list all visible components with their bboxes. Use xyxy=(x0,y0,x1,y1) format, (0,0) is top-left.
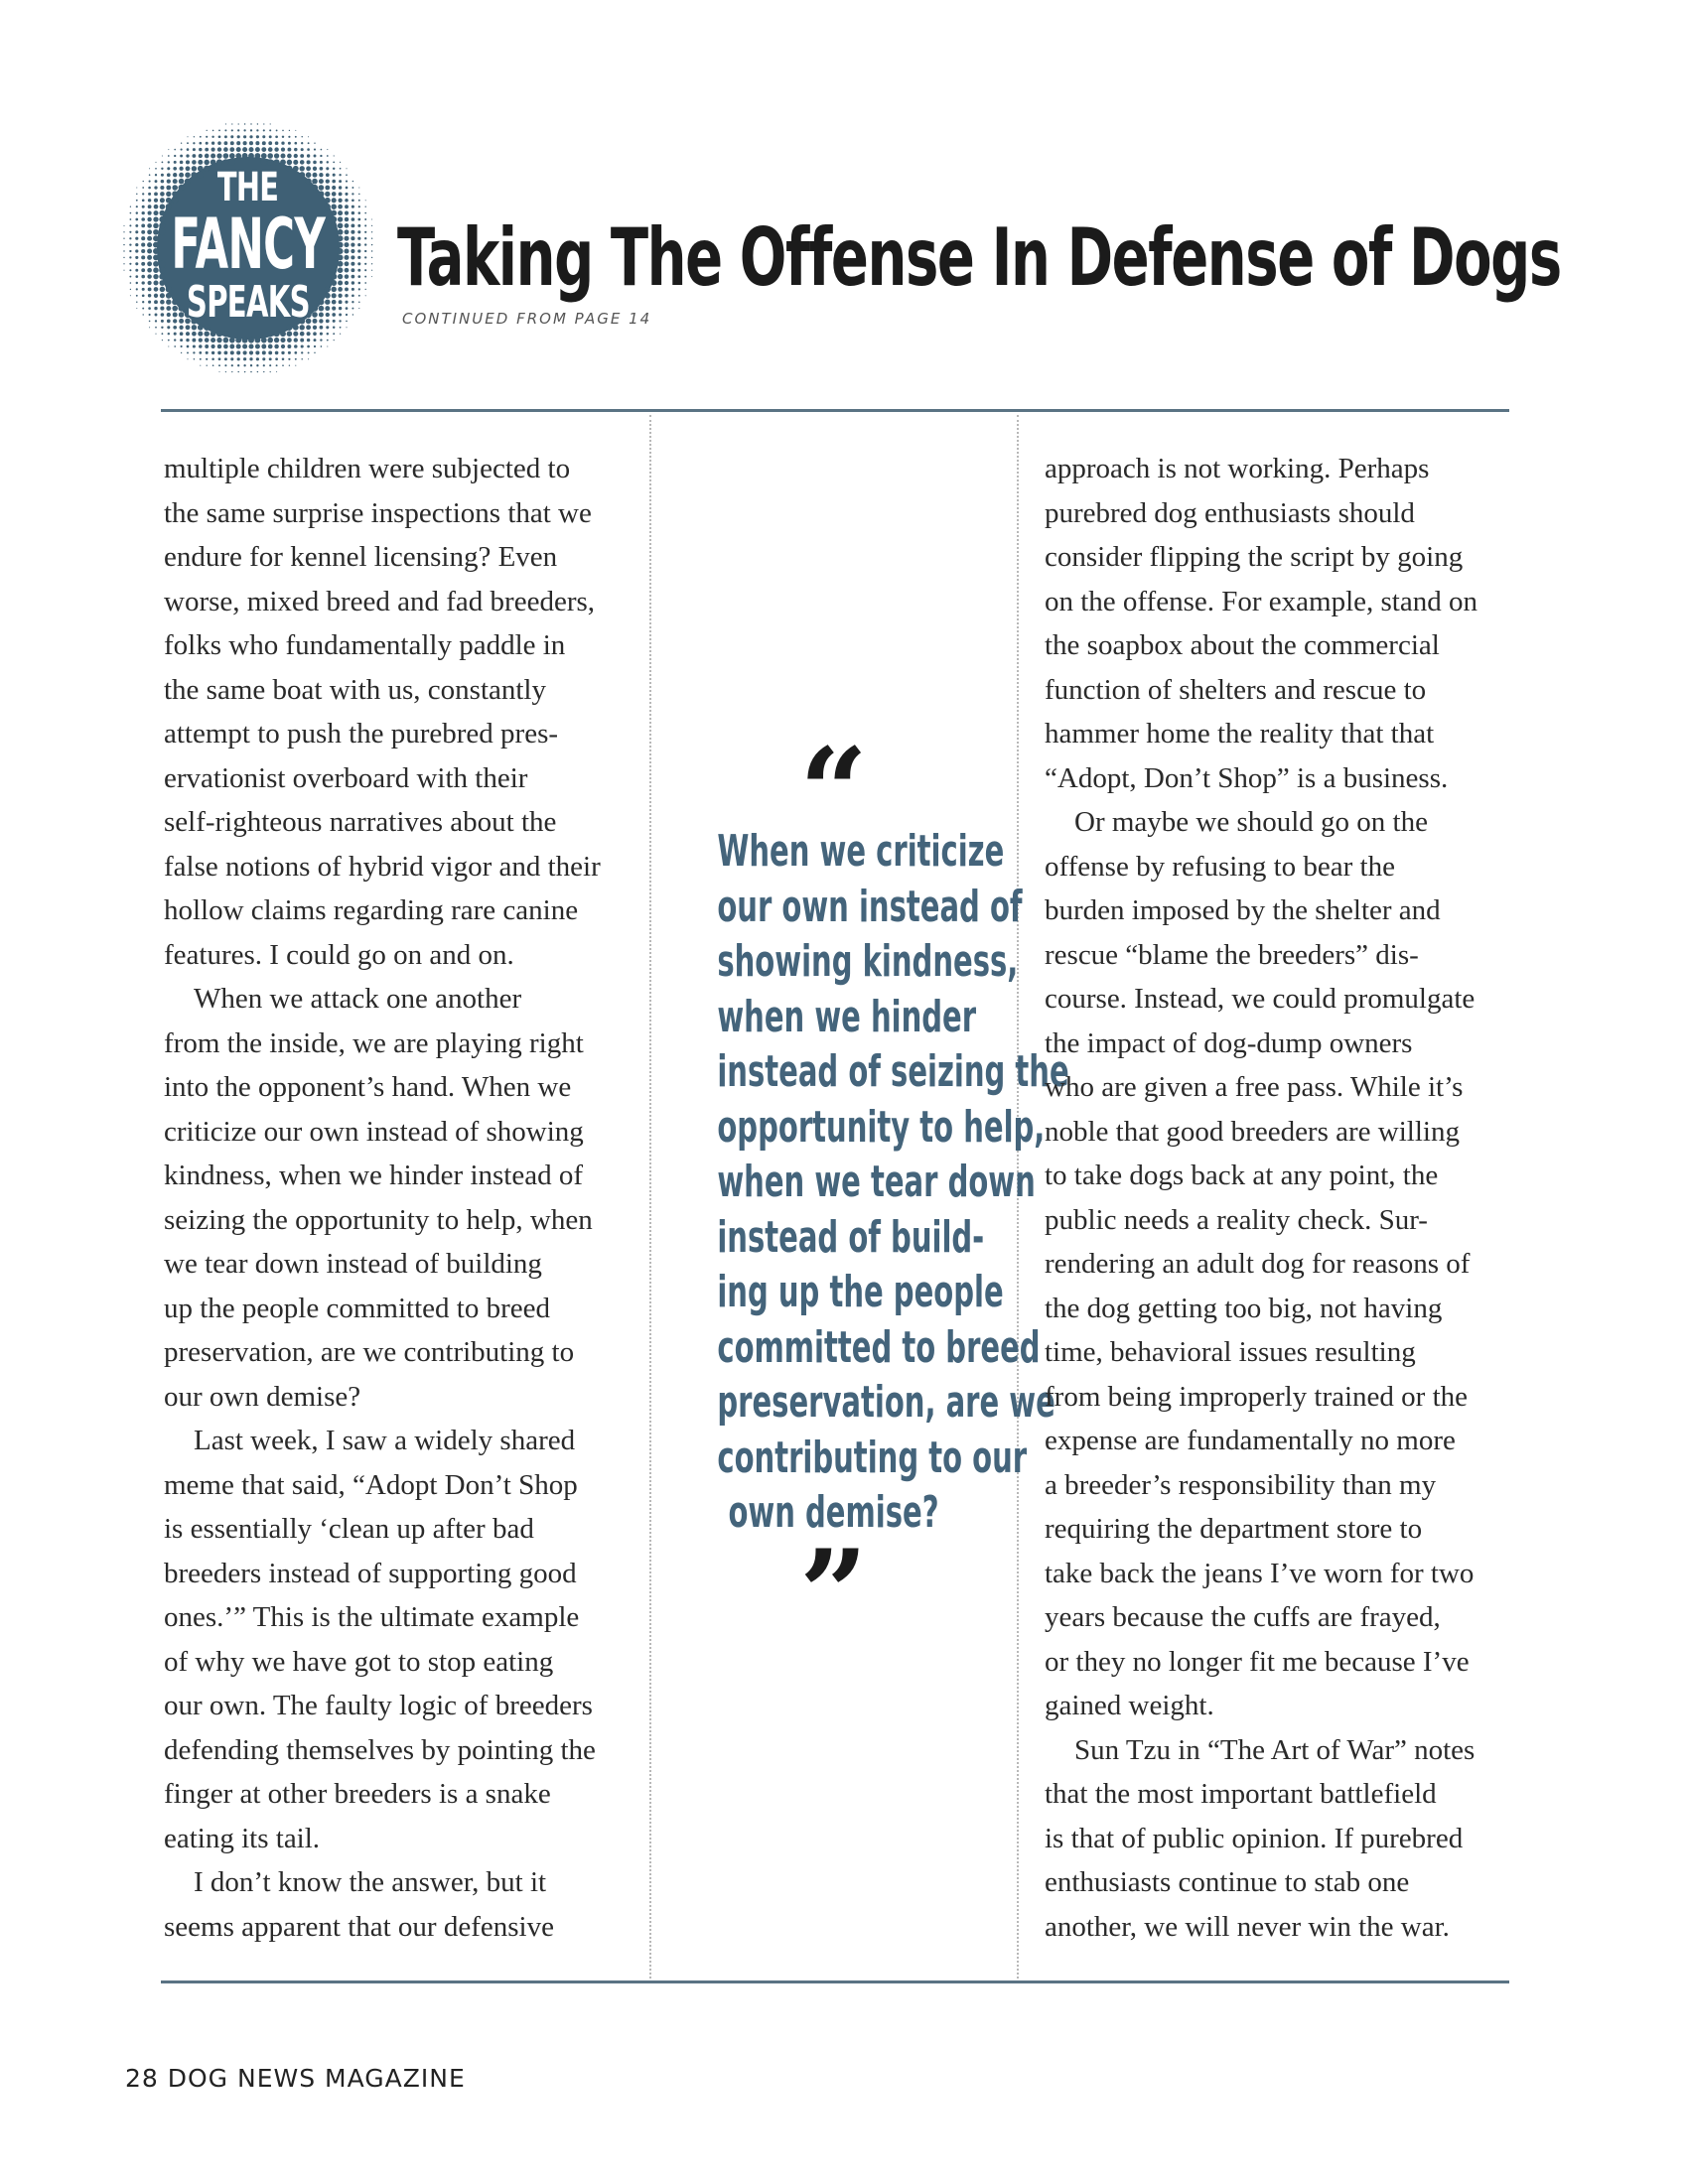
body-line: finger at other breeders is a snake xyxy=(164,1778,551,1810)
body-line: or they no longer fit me because I’ve xyxy=(1045,1645,1470,1678)
body-line: another, we will never win the war. xyxy=(1045,1910,1450,1943)
column-divider-left xyxy=(649,415,651,1979)
body-line: function of shelters and rescue to xyxy=(1045,673,1427,706)
body-line: I don’t know the answer, but it xyxy=(194,1866,547,1898)
pull-quote-line: showing kindness, xyxy=(717,936,1019,987)
body-line: criticize our own instead of showing xyxy=(164,1115,584,1148)
body-line: Sun Tzu in “The Art of War” notes xyxy=(1074,1733,1476,1766)
body-line: eating its tail. xyxy=(164,1822,321,1854)
body-line: our own demise? xyxy=(164,1380,361,1413)
body-line: breeders instead of supporting good xyxy=(164,1557,577,1589)
body-line: meme that said, “Adopt Don’t Shop xyxy=(164,1468,578,1501)
body-line: who are given a free pass. While it’s xyxy=(1045,1071,1464,1103)
body-line: attempt to push the purebred pres- xyxy=(164,718,559,750)
body-line: endure for kennel licensing? Even xyxy=(164,541,558,573)
body-line: we tear down instead of building xyxy=(164,1248,542,1280)
pull-quote-line: contributing to our xyxy=(717,1432,1028,1483)
body-line: ones.’” This is the ultimate example xyxy=(164,1601,580,1633)
body-line: worse, mixed breed and fad breeders, xyxy=(164,585,596,617)
body-line: of why we have got to stop eating xyxy=(164,1645,554,1678)
body-line: multiple children were subjected to xyxy=(164,453,571,484)
body-line: Last week, I saw a widely shared xyxy=(194,1425,576,1456)
body-line: offense by refusing to bear the xyxy=(1045,850,1395,883)
badge-text xyxy=(121,121,375,375)
body-line: to take dogs back at any point, the xyxy=(1045,1160,1439,1191)
body-line: purebred dog enthusiasts should xyxy=(1045,496,1415,529)
body-line: our own. The faulty logic of breeders xyxy=(164,1690,593,1721)
body-line: the soapbox about the commercial xyxy=(1045,629,1440,661)
body-line: “Adopt, Don’t Shop” is a business. xyxy=(1045,761,1449,794)
body-line: from being improperly trained or the xyxy=(1045,1380,1469,1413)
section-badge xyxy=(121,121,375,375)
body-line: a breeder’s responsibility than my xyxy=(1045,1468,1437,1501)
body-line: When we attack one another xyxy=(194,983,522,1015)
body-line: kindness, when we hinder instead of xyxy=(164,1160,584,1191)
body-line: ervationist overboard with their xyxy=(164,761,528,794)
body-line: false notions of hybrid vigor and their xyxy=(164,850,601,883)
top-divider xyxy=(161,409,1509,412)
close-quote-icon: ” xyxy=(798,1523,869,1664)
body-line: noble that good breeders are willing xyxy=(1045,1115,1460,1148)
body-column-left xyxy=(164,447,640,1949)
body-line: seems apparent that our defensive xyxy=(164,1910,554,1943)
pull-quote-line: when we hinder xyxy=(717,991,977,1042)
body-line: the impact of dog-dump owners xyxy=(1045,1026,1413,1059)
body-line: requiring the department store to xyxy=(1045,1513,1423,1545)
body-line: is that of public opinion. If purebred xyxy=(1045,1822,1464,1854)
body-line: hollow claims regarding rare canine xyxy=(164,894,579,926)
continued-from-label: CONTINUED FROM PAGE 14 xyxy=(402,310,652,328)
body-line: defending themselves by pointing the xyxy=(164,1733,596,1766)
body-line: on the offense. For example, stand on xyxy=(1045,585,1477,617)
body-line: take back the jeans I’ve worn for two xyxy=(1045,1557,1475,1589)
body-line: the same surprise inspections that we xyxy=(164,496,592,529)
body-line: public needs a reality check. Sur- xyxy=(1045,1203,1428,1236)
body-line: the dog getting too big, not having xyxy=(1045,1292,1443,1324)
pull-quote-line: committed to breed xyxy=(717,1321,1041,1373)
body-line: Or maybe we should go on the xyxy=(1074,806,1428,838)
body-column-right xyxy=(1045,447,1516,1949)
page-footer: 28 DOG NEWS MAGAZINE xyxy=(125,2064,466,2093)
body-line: years because the cuffs are frayed, xyxy=(1045,1601,1441,1633)
pull-quote-line: our own instead of xyxy=(717,881,1023,932)
body-line: folks who fundamentally paddle in xyxy=(164,629,566,661)
pull-quote-line: opportunity to help, xyxy=(717,1101,1046,1153)
pull-quote-line: ing up the people xyxy=(717,1267,1004,1317)
body-line: preservation, are we contributing to xyxy=(164,1336,575,1368)
body-line: course. Instead, we could promulgate xyxy=(1045,983,1476,1015)
body-line: expense are fundamentally no more xyxy=(1045,1425,1456,1456)
body-line: consider flipping the script by going xyxy=(1045,541,1464,573)
pull-quote-line: instead of build- xyxy=(717,1211,985,1263)
badge-line-the: THE xyxy=(217,165,279,210)
body-line: that the most important battlefield xyxy=(1045,1778,1437,1810)
body-line: from the inside, we are playing right xyxy=(164,1026,584,1059)
body-line: rendering an adult dog for reasons of xyxy=(1045,1248,1471,1280)
pull-quote xyxy=(657,722,1069,1664)
body-line: seizing the opportunity to help, when xyxy=(164,1203,593,1236)
article-title: Taking The Offense In Defense of Dogs xyxy=(397,211,1561,304)
pull-quote-line: own demise? xyxy=(728,1487,939,1538)
body-line: hammer home the reality that that xyxy=(1045,718,1435,750)
pull-quote-line: When we criticize xyxy=(717,826,1005,877)
pull-quote-text xyxy=(657,824,1069,1541)
badge-line-fancy: FANCY xyxy=(171,204,326,285)
body-line: rescue “blame the breeders” dis- xyxy=(1045,938,1419,971)
open-quote-icon: “ xyxy=(798,722,869,862)
body-line: time, behavioral issues resulting xyxy=(1045,1336,1416,1368)
bottom-divider xyxy=(161,1980,1509,1983)
body-line: up the people committed to breed xyxy=(164,1292,550,1324)
badge-line-speaks: SPEAKS xyxy=(187,277,310,328)
pull-quote-line: when we tear down xyxy=(717,1157,1036,1207)
body-line: burden imposed by the shelter and xyxy=(1045,894,1441,926)
body-line: is essentially ‘clean up after bad xyxy=(164,1513,534,1545)
body-line: features. I could go on and on. xyxy=(164,938,514,971)
body-line: into the opponent’s hand. When we xyxy=(164,1071,572,1103)
pull-quote-line: preservation, are we xyxy=(717,1377,1055,1428)
body-line: enthusiasts continue to stab one xyxy=(1045,1866,1410,1898)
body-line: gained weight. xyxy=(1045,1690,1214,1721)
body-line: the same boat with us, constantly xyxy=(164,673,546,706)
body-line: self-righteous narratives about the xyxy=(164,806,557,838)
pull-quote-line: instead of seizing the xyxy=(717,1046,1069,1097)
body-line: approach is not working. Perhaps xyxy=(1045,453,1430,484)
